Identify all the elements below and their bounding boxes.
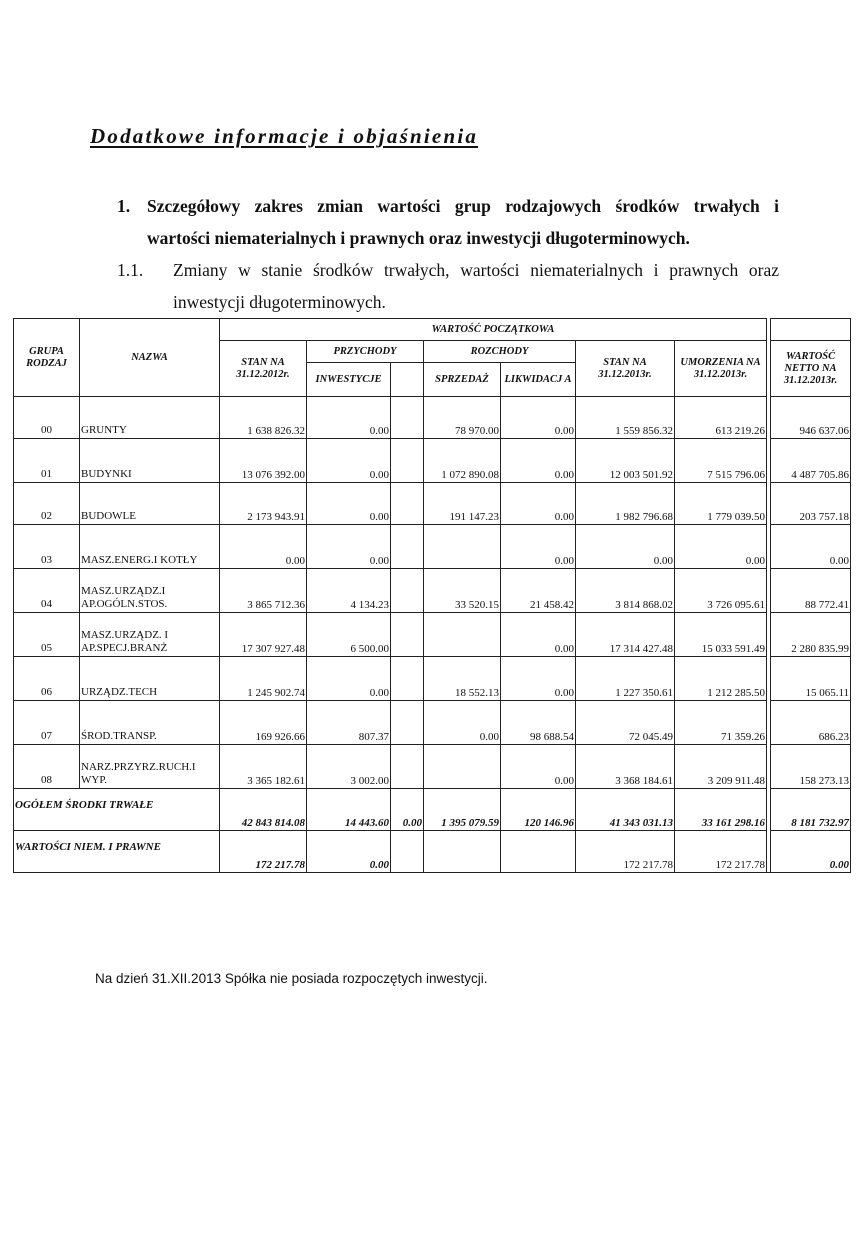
netto-cell: 686.23 — [771, 701, 851, 745]
stan-2013-cell: 17 314 427.48 — [576, 613, 675, 657]
total-umorzenia-cell: 33 161 298.16 — [675, 789, 767, 831]
sprzedaz-cell: 33 520.15 — [424, 569, 501, 613]
total-label: WARTOŚCI NIEM. I PRAWNE — [14, 831, 220, 873]
total-row — [14, 789, 851, 831]
asset-name-cell: URZĄDZ.TECH — [80, 657, 220, 701]
likwidacja-cell: 0.00 — [501, 613, 576, 657]
likwidacja-cell: 0.00 — [501, 483, 576, 525]
table-row — [14, 525, 851, 569]
stan-2012-cell: 169 926.66 — [220, 701, 307, 745]
likwidacja-cell: 0.00 — [501, 439, 576, 483]
inwestycje-cell: 3 002.00 — [307, 745, 391, 789]
netto-cell: 4 487 705.86 — [771, 439, 851, 483]
stan-2012-cell: 3 865 712.36 — [220, 569, 307, 613]
section-1-line-2: wartości niematerialnych i prawnych oraz inwestycji długoterminowych. — [147, 228, 690, 248]
group-code-cell: 02 — [14, 483, 80, 525]
header-netto: WARTOŚĆ NETTO NA 31.12.2013r. — [771, 341, 851, 397]
total-likwidacja-cell — [501, 831, 576, 873]
stan-2013-cell: 3 814 868.02 — [576, 569, 675, 613]
section-1-1-number: 1.1. — [117, 260, 144, 280]
extra-cell — [391, 613, 424, 657]
umorzenia-cell: 3 726 095.61 — [675, 569, 767, 613]
inwestycje-cell: 0.00 — [307, 483, 391, 525]
sprzedaz-cell: 1 072 890.08 — [424, 439, 501, 483]
sprzedaz-cell: 191 147.23 — [424, 483, 501, 525]
total-label: OGÓŁEM ŚRODKI TRWAŁE — [14, 789, 220, 831]
extra-cell — [391, 701, 424, 745]
extra-cell — [391, 745, 424, 789]
table-row — [14, 657, 851, 701]
inwestycje-cell: 0.00 — [307, 439, 391, 483]
asset-name-cell: MASZ.URZĄDZ. I AP.SPECJ.BRANŻ — [80, 613, 220, 657]
table-row — [14, 613, 851, 657]
asset-name-cell: ŚROD.TRANSP. — [80, 701, 220, 745]
netto-cell: 0.00 — [771, 525, 851, 569]
header-przychody: PRZYCHODY — [307, 341, 424, 363]
group-code-cell: 08 — [14, 745, 80, 789]
inwestycje-cell: 6 500.00 — [307, 613, 391, 657]
stan-2012-cell: 17 307 927.48 — [220, 613, 307, 657]
total-stan-2012-cell: 42 843 814.08 — [220, 789, 307, 831]
sprzedaz-cell — [424, 613, 501, 657]
fixed-assets-table — [13, 318, 851, 873]
extra-cell — [391, 657, 424, 701]
footnote: Na dzień 31.XII.2013 Spółka nie posiada rozpoczętych inwestycji. — [95, 971, 488, 986]
table-row — [14, 483, 851, 525]
extra-cell — [391, 483, 424, 525]
table-row — [14, 397, 851, 439]
stan-2012-cell: 2 173 943.91 — [220, 483, 307, 525]
sprzedaz-cell — [424, 745, 501, 789]
stan-2013-cell: 3 368 184.61 — [576, 745, 675, 789]
likwidacja-cell: 21 458.42 — [501, 569, 576, 613]
header-netto-top — [771, 319, 851, 341]
total-stan-2012-cell: 172 217.78 — [220, 831, 307, 873]
total-inwestycje-cell: 0.00 — [307, 831, 391, 873]
stan-2012-cell: 13 076 392.00 — [220, 439, 307, 483]
umorzenia-cell: 0.00 — [675, 525, 767, 569]
table-row — [14, 701, 851, 745]
total-netto-cell: 8 181 732.97 — [771, 789, 851, 831]
stan-2013-cell: 1 982 796.68 — [576, 483, 675, 525]
stan-2013-cell: 12 003 501.92 — [576, 439, 675, 483]
extra-cell — [391, 439, 424, 483]
inwestycje-cell: 0.00 — [307, 397, 391, 439]
table-row — [14, 745, 851, 789]
header-stan-2013: STAN NA 31.12.2013r. — [576, 341, 675, 397]
asset-name-cell: MASZ.URZĄDZ.I AP.OGÓLN.STOS. — [80, 569, 220, 613]
netto-cell: 15 065.11 — [771, 657, 851, 701]
table-row — [14, 439, 851, 483]
sprzedaz-cell — [424, 525, 501, 569]
likwidacja-cell: 98 688.54 — [501, 701, 576, 745]
header-extra — [391, 363, 424, 397]
likwidacja-cell: 0.00 — [501, 745, 576, 789]
extra-cell — [391, 525, 424, 569]
umorzenia-cell: 1 779 039.50 — [675, 483, 767, 525]
asset-name-cell: MASZ.ENERG.I KOTŁY — [80, 525, 220, 569]
total-stan-2013-cell: 172 217.78 — [576, 831, 675, 873]
document-title: Dodatkowe informacje i objaśnienia — [90, 124, 479, 148]
section-1-heading — [117, 190, 779, 254]
header-wartosc-poczatkowa: WARTOŚĆ POCZĄTKOWA — [220, 319, 767, 341]
header-inwestycje: INWESTYCJE — [307, 363, 391, 397]
umorzenia-cell: 613 219.26 — [675, 397, 767, 439]
header-sprzedaz: SPRZEDAŻ — [424, 363, 501, 397]
stan-2013-cell: 1 559 856.32 — [576, 397, 675, 439]
total-sprzedaz-cell: 1 395 079.59 — [424, 789, 501, 831]
header-stan-2012: STAN NA 31.12.2012r. — [220, 341, 307, 397]
total-extra-cell — [391, 831, 424, 873]
umorzenia-cell: 71 359.26 — [675, 701, 767, 745]
section-1-1-heading — [117, 254, 779, 318]
likwidacja-cell: 0.00 — [501, 397, 576, 439]
inwestycje-cell: 807.37 — [307, 701, 391, 745]
header-grupa: GRUPA RODZAJ — [14, 319, 80, 397]
inwestycje-cell: 0.00 — [307, 525, 391, 569]
inwestycje-cell: 0.00 — [307, 657, 391, 701]
sprzedaz-cell: 0.00 — [424, 701, 501, 745]
section-1-1-line-2: inwestycji długoterminowych. — [173, 292, 386, 312]
asset-name-cell: GRUNTY — [80, 397, 220, 439]
group-code-cell: 03 — [14, 525, 80, 569]
sprzedaz-cell: 18 552.13 — [424, 657, 501, 701]
asset-name-cell: BUDYNKI — [80, 439, 220, 483]
likwidacja-cell: 0.00 — [501, 525, 576, 569]
stan-2012-cell: 3 365 182.61 — [220, 745, 307, 789]
total-row — [14, 831, 851, 873]
group-code-cell: 00 — [14, 397, 80, 439]
total-netto-cell: 0.00 — [771, 831, 851, 873]
header-nazwa: NAZWA — [80, 319, 220, 397]
group-code-cell: 04 — [14, 569, 80, 613]
total-likwidacja-cell: 120 146.96 — [501, 789, 576, 831]
total-inwestycje-cell: 14 443.60 — [307, 789, 391, 831]
sprzedaz-cell: 78 970.00 — [424, 397, 501, 439]
netto-cell: 158 273.13 — [771, 745, 851, 789]
umorzenia-cell: 1 212 285.50 — [675, 657, 767, 701]
group-code-cell: 01 — [14, 439, 80, 483]
stan-2012-cell: 1 245 902.74 — [220, 657, 307, 701]
group-code-cell: 06 — [14, 657, 80, 701]
stan-2012-cell: 0.00 — [220, 525, 307, 569]
likwidacja-cell: 0.00 — [501, 657, 576, 701]
umorzenia-cell: 3 209 911.48 — [675, 745, 767, 789]
section-1-line-1: Szczegółowy zakres zmian wartości grup rodzajowych środków trwałych i — [147, 196, 779, 216]
asset-name-cell: NARZ.PRZYRZ.RUCH.I WYP. — [80, 745, 220, 789]
total-sprzedaz-cell — [424, 831, 501, 873]
section-1-number: 1. — [117, 196, 131, 216]
header-likwidacja: LIKWIDACJ A — [501, 363, 576, 397]
group-code-cell: 07 — [14, 701, 80, 745]
table-row — [14, 569, 851, 613]
header-umorzenia: UMORZENIA NA 31.12.2013r. — [675, 341, 767, 397]
total-umorzenia-cell: 172 217.78 — [675, 831, 767, 873]
umorzenia-cell: 15 033 591.49 — [675, 613, 767, 657]
stan-2012-cell: 1 638 826.32 — [220, 397, 307, 439]
extra-cell — [391, 569, 424, 613]
netto-cell: 946 637.06 — [771, 397, 851, 439]
netto-cell: 2 280 835.99 — [771, 613, 851, 657]
umorzenia-cell: 7 515 796.06 — [675, 439, 767, 483]
group-code-cell: 05 — [14, 613, 80, 657]
stan-2013-cell: 1 227 350.61 — [576, 657, 675, 701]
inwestycje-cell: 4 134.23 — [307, 569, 391, 613]
header-rozchody: ROZCHODY — [424, 341, 576, 363]
netto-cell: 203 757.18 — [771, 483, 851, 525]
section-1-1-line-1: Zmiany w stanie środków trwałych, wartości niematerialnych i prawnych oraz — [173, 260, 779, 280]
stan-2013-cell: 0.00 — [576, 525, 675, 569]
total-stan-2013-cell: 41 343 031.13 — [576, 789, 675, 831]
asset-name-cell: BUDOWLE — [80, 483, 220, 525]
stan-2013-cell: 72 045.49 — [576, 701, 675, 745]
total-extra-cell: 0.00 — [391, 789, 424, 831]
extra-cell — [391, 397, 424, 439]
netto-cell: 88 772.41 — [771, 569, 851, 613]
